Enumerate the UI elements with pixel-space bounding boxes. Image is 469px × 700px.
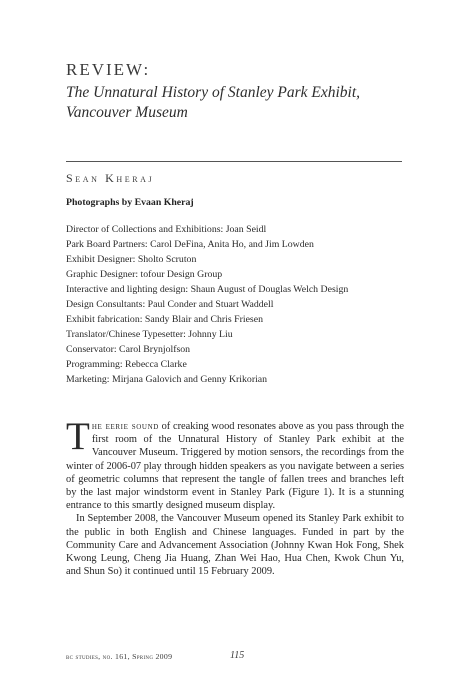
credit-line: Director of Collections and Exhibitions: Joan Seidl <box>66 224 267 235</box>
paragraph-text: of creaking wood resonates above as you pass through the first room of the Unnatural History of Stanley Park exhibit at the Vancouver Museum. Triggered by motion sensors, the recordings from the winter of 2006-07 play through hidden speakers as you navigate between a series of geometric columns that represent the tangle of fallen trees and branches left by the last major windstorm event in Stanley Park (Figure 1). It is a stunning entrance to this smartly designed museum display. <box>66 421 404 512</box>
credit-line: Design Consultants: Paul Conder and Stuart Waddell <box>66 299 274 310</box>
credit-line: Exhibit Designer: Sholto Scruton <box>66 254 197 265</box>
author-name: Sean Kheraj <box>66 171 155 185</box>
review-title: The Unnatural History of Stanley Park Exhibit, Vancouver Museum <box>66 84 361 121</box>
body-paragraph-1 <box>66 415 404 512</box>
credit-line: Exhibit fabrication: Sandy Blair and Chris Friesen <box>66 314 263 325</box>
page-number: 115 <box>230 650 245 661</box>
review-body <box>66 415 404 578</box>
credit-line: Graphic Designer: tofour Design Group <box>66 269 223 280</box>
credit-line: Marketing: Mirjana Galovich and Genny Krikorian <box>66 374 268 385</box>
section-label: REVIEW: <box>66 60 151 79</box>
credit-line: Programming: Rebecca Clarke <box>66 359 187 370</box>
credit-line: Interactive and lighting design: Shaun August of Douglas Welch Design <box>66 284 349 295</box>
credit-line: Park Board Partners: Carol DeFina, Anita Ho, and Jim Lowden <box>66 239 314 250</box>
body-paragraph-2: In September 2008, the Vancouver Museum opened its Stanley Park exhibit to the public in both English and Chinese languages. Funded in part by the Community Care and Advancement Association (Johnny Kwan Hok Fong, Shek Kwong Leung, Cheng Jia Huang, Zhan Wei Hao, Hua Chen, Kwok Chun Yu, and Shun So) it continued until 15 February 2009. <box>66 513 404 578</box>
credits-list <box>66 222 406 387</box>
drop-cap: T <box>66 415 90 458</box>
lead-in-caps: he eerie sound <box>91 421 159 432</box>
photo-credit: Photographs by Evaan Kheraj <box>66 197 194 208</box>
credit-line: Conservator: Carol Brynjolfson <box>66 344 191 355</box>
journal-citation: bc studies, no. 161, Spring 2009 <box>66 652 173 661</box>
divider-rule <box>66 161 402 162</box>
credit-line: Translator/Chinese Typesetter: Johnny Liu <box>66 329 233 340</box>
